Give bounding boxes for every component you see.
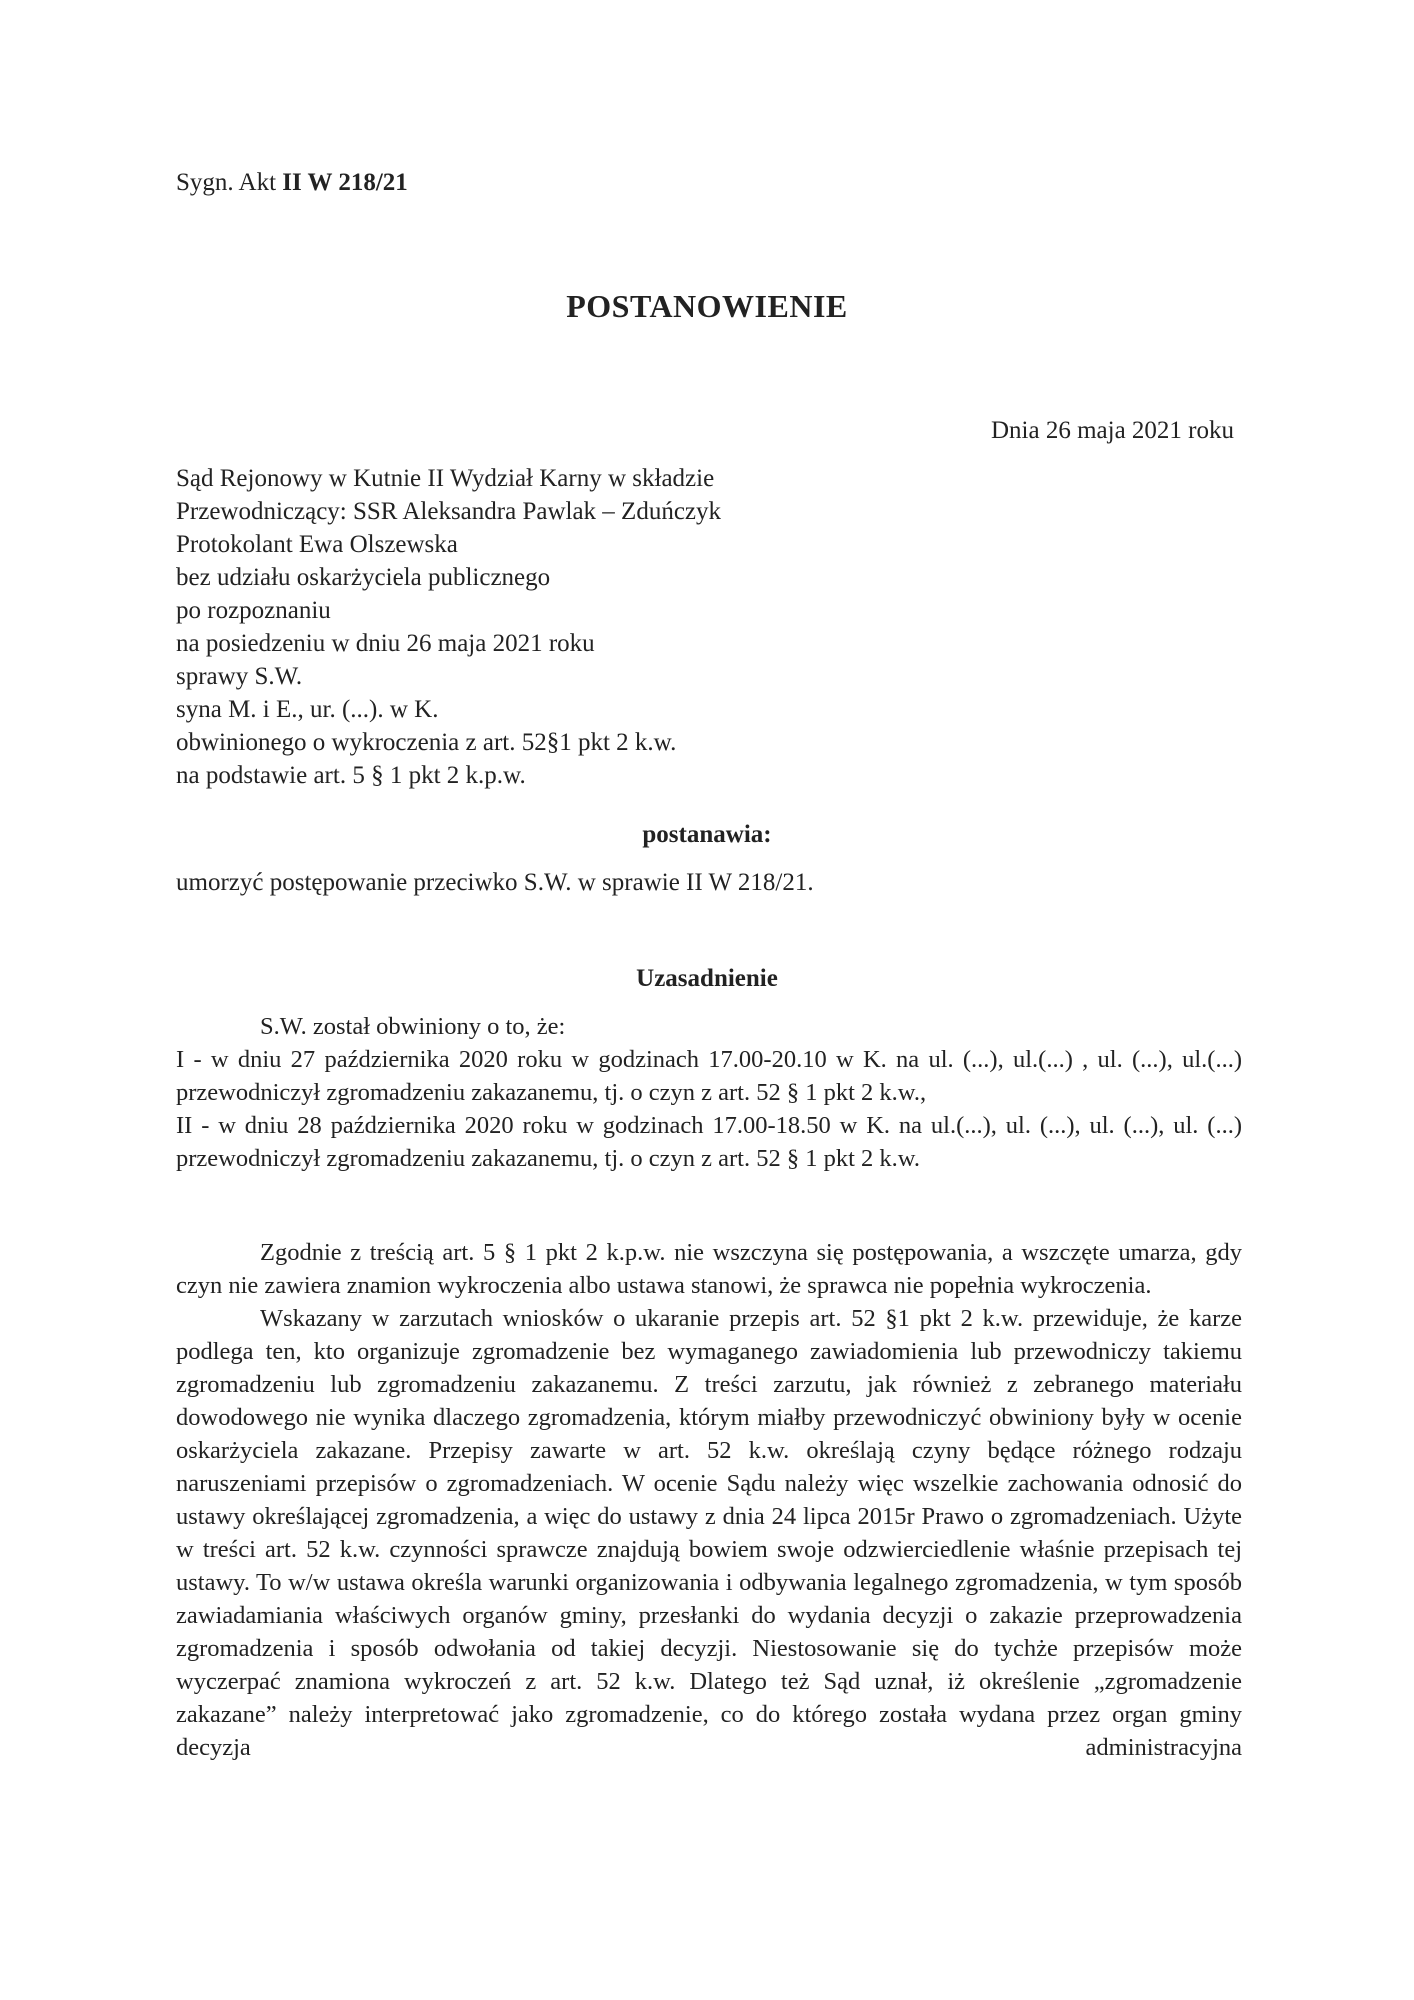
charge-item: I - w dniu 27 października 2020 roku w godzinach 17.00-20.10 w K. na ul. (...), ul.(...) , ul. (...), ul.(...) przewodniczył zgromadzeniu zakazanemu, tj. o czyn z art. 52 § 1 pkt 2 k.w., <box>176 1046 1242 1106</box>
court-composition <box>176 462 721 792</box>
header-line: Sąd Rejonowy w Kutnie II Wydział Karny w składzie <box>176 465 715 492</box>
header-line: Protokolant Ewa Olszewska <box>176 531 458 558</box>
header-line: Przewodniczący: SSR Aleksandra Pawlak – Zduńczyk <box>176 498 722 525</box>
header-line: obwinionego o wykroczenia z art. 52§1 pkt 2 k.w. <box>176 729 677 756</box>
header-line: sprawy S.W. <box>176 663 303 690</box>
case-reference-label: Sygn. Akt <box>176 169 277 196</box>
header-line: na posiedzeniu w dniu 26 maja 2021 roku <box>176 630 595 657</box>
decision-text: umorzyć postępowanie przeciwko S.W. w sprawie II W 218/21. <box>176 869 814 896</box>
header-line: syna M. i E., ur. (...). w K. <box>176 696 439 723</box>
reasoning-section <box>176 1236 1242 1764</box>
document-title: POSTANOWIENIE <box>566 288 848 324</box>
charge-item: II - w dniu 28 października 2020 roku w godzinach 17.00-18.50 w K. na ul.(...), ul. (...), ul. (...), ul. (...) przewodniczył zgromadzeniu zakazanemu, tj. o czyn z art. 52 § 1 pkt 2 k.w. <box>176 1112 1242 1172</box>
reasoning-paragraph: Wskazany w zarzutach wniosków o ukaranie przepis art. 52 §1 pkt 2 k.w. przewiduje, że karze podlega ten, kto organizuje zgromadzenie bez wymaganego zawiadomienia lub przewodniczy takiemu zgromadzeniu lub zgromadzeniu zakazanemu. Z treści zarzutu, jak również z zebranego materiału dowodowego nie wynika dlaczego zgromadzenia, którym miałby przewodniczyć obwiniony były w ocenie oskarżyciela zakazane. Przepisy zawarte w art. 52 k.w. określają czyny będące różnego rodzaju naruszeniami przepisów o zgromadzeniach. W ocenie Sądu należy więc wszelkie zachowania odnosić do ustawy określającej zgromadzenia, a więc do ustawy z dnia 24 lipca 2015r Prawo o zgromadzeniach. Użyte w treści art. 52 k.w. czynności sprawcze znajdują bowiem swoje odzwierciedlenie właśnie przepisach tej ustawy. To w/w ustawa określa warunki organizowania i odbywania legalnego zgromadzenia, w tym sposób zawiadamiania właściwych organów gminy, przesłanki do wydania decyzji o zakazie przeprowadzenia zgromadzenia i sposób odwołania od takiej decyzji. Niestosowanie się do tychże przepisów może wyczerpać znamiona wykroczeń z art. 52 k.w. Dlatego też Sąd uznał, iż określenie „zgromadzenie zakazane” należy interpretować jako zgromadzenie, co do którego została wydana przez organ gminy decyzja administracyjna <box>176 1305 1242 1761</box>
header-line: na podstawie art. 5 § 1 pkt 2 k.p.w. <box>176 762 526 789</box>
header-line: bez udziału oskarżyciela publicznego <box>176 564 551 591</box>
document-date: Dnia 26 maja 2021 roku <box>990 417 1234 444</box>
reasoning-paragraph: Zgodnie z treścią art. 5 § 1 pkt 2 k.p.w. nie wszczyna się postępowania, a wszczęte umarza, gdy czyn nie zawiera znamion wykroczenia albo ustawa stanowi, że sprawca nie popełnia wykroczenia. <box>176 1239 1242 1299</box>
decides-heading: postanawia: <box>642 821 772 848</box>
reasons-heading: Uzasadnienie <box>636 965 778 992</box>
header-line: po rozpoznaniu <box>176 597 331 624</box>
case-reference <box>176 166 408 199</box>
case-reference-number: II W 218/21 <box>282 169 408 196</box>
charges-section <box>176 1010 1242 1175</box>
charges-intro: S.W. został obwiniony o to, że: <box>260 1013 566 1040</box>
